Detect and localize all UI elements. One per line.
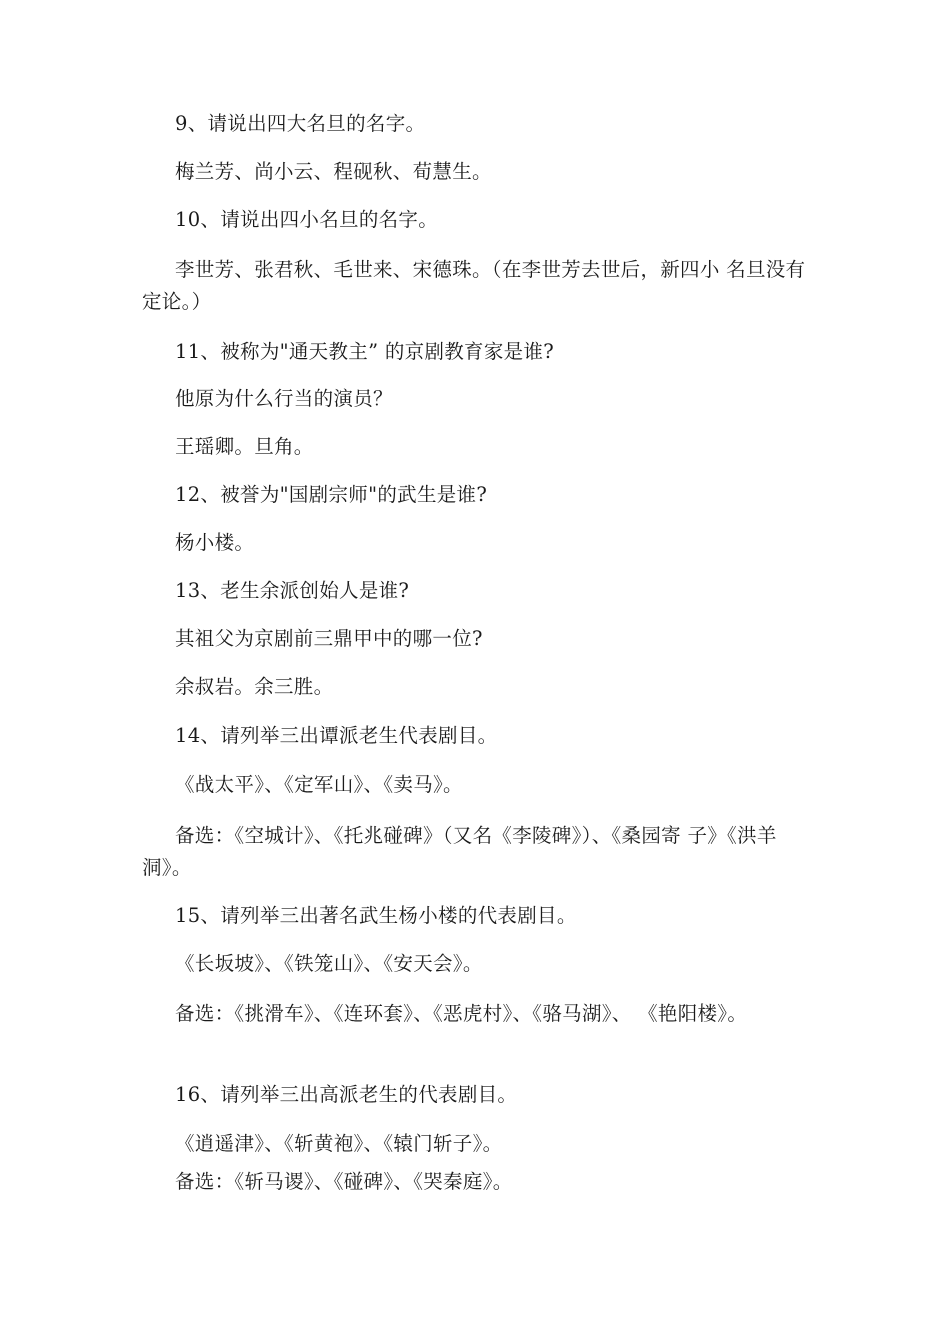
question-10: 10、请说出四小名旦的名字。 — [175, 208, 439, 231]
question-15: 15、请列举三出著名武生杨小楼的代表剧目。 — [175, 904, 577, 927]
question-14: 14、请列举三出谭派老生代表剧目。 — [175, 724, 498, 747]
answer-14: 《战太平》、《定军山》、《卖马》。 — [175, 773, 463, 796]
answer-9: 梅兰芳、尚小云、程砚秋、荀慧生。 — [175, 160, 492, 183]
question-13-part-2: 其祖父为京剧前三鼎甲中的哪一位? — [175, 627, 483, 650]
question-16: 16、请列举三出高派老生的代表剧目。 — [175, 1083, 518, 1106]
answer-13: 余叔岩。余三胜。 — [175, 675, 334, 698]
alternatives-16: 备选：《斩马谡》、《碰碑》、《哭秦庭》。 — [175, 1170, 513, 1193]
answer-11: 王瑶卿。旦角。 — [175, 435, 314, 458]
question-12: 12、被誉为"国剧宗师"的武生是谁? — [175, 483, 488, 506]
question-11-part-2: 他原为什么行当的演员？ — [175, 387, 393, 410]
answer-10: 李世芳、张君秋、毛世来、宋德珠。（在李世芳去世后，新四小 名旦没有定论。） — [142, 258, 806, 313]
question-11: 11、被称为"通天教主” 的京剧教育家是谁? — [175, 340, 555, 363]
answer-12: 杨小楼。 — [175, 531, 255, 554]
question-9: 9、请说出四大名旦的名字。 — [175, 112, 426, 135]
alternatives-14: 备选：《空城计》、《托兆碰碑》（又名《李陵碑》）、《桑园寄 子》《洪羊洞》。 — [142, 824, 777, 879]
answer-16: 《逍遥津》、《斩黄袍》、《辕门斩子》。 — [175, 1132, 503, 1155]
alternatives-15: 备选：《挑滑车》、《连环套》、《恶虎村》、《骆马湖》、 《艳阳楼》。 — [175, 1002, 748, 1025]
answer-15: 《长坂坡》、《铁笼山》、《安天会》。 — [175, 952, 483, 975]
question-13: 13、老生余派创始人是谁? — [175, 579, 410, 602]
